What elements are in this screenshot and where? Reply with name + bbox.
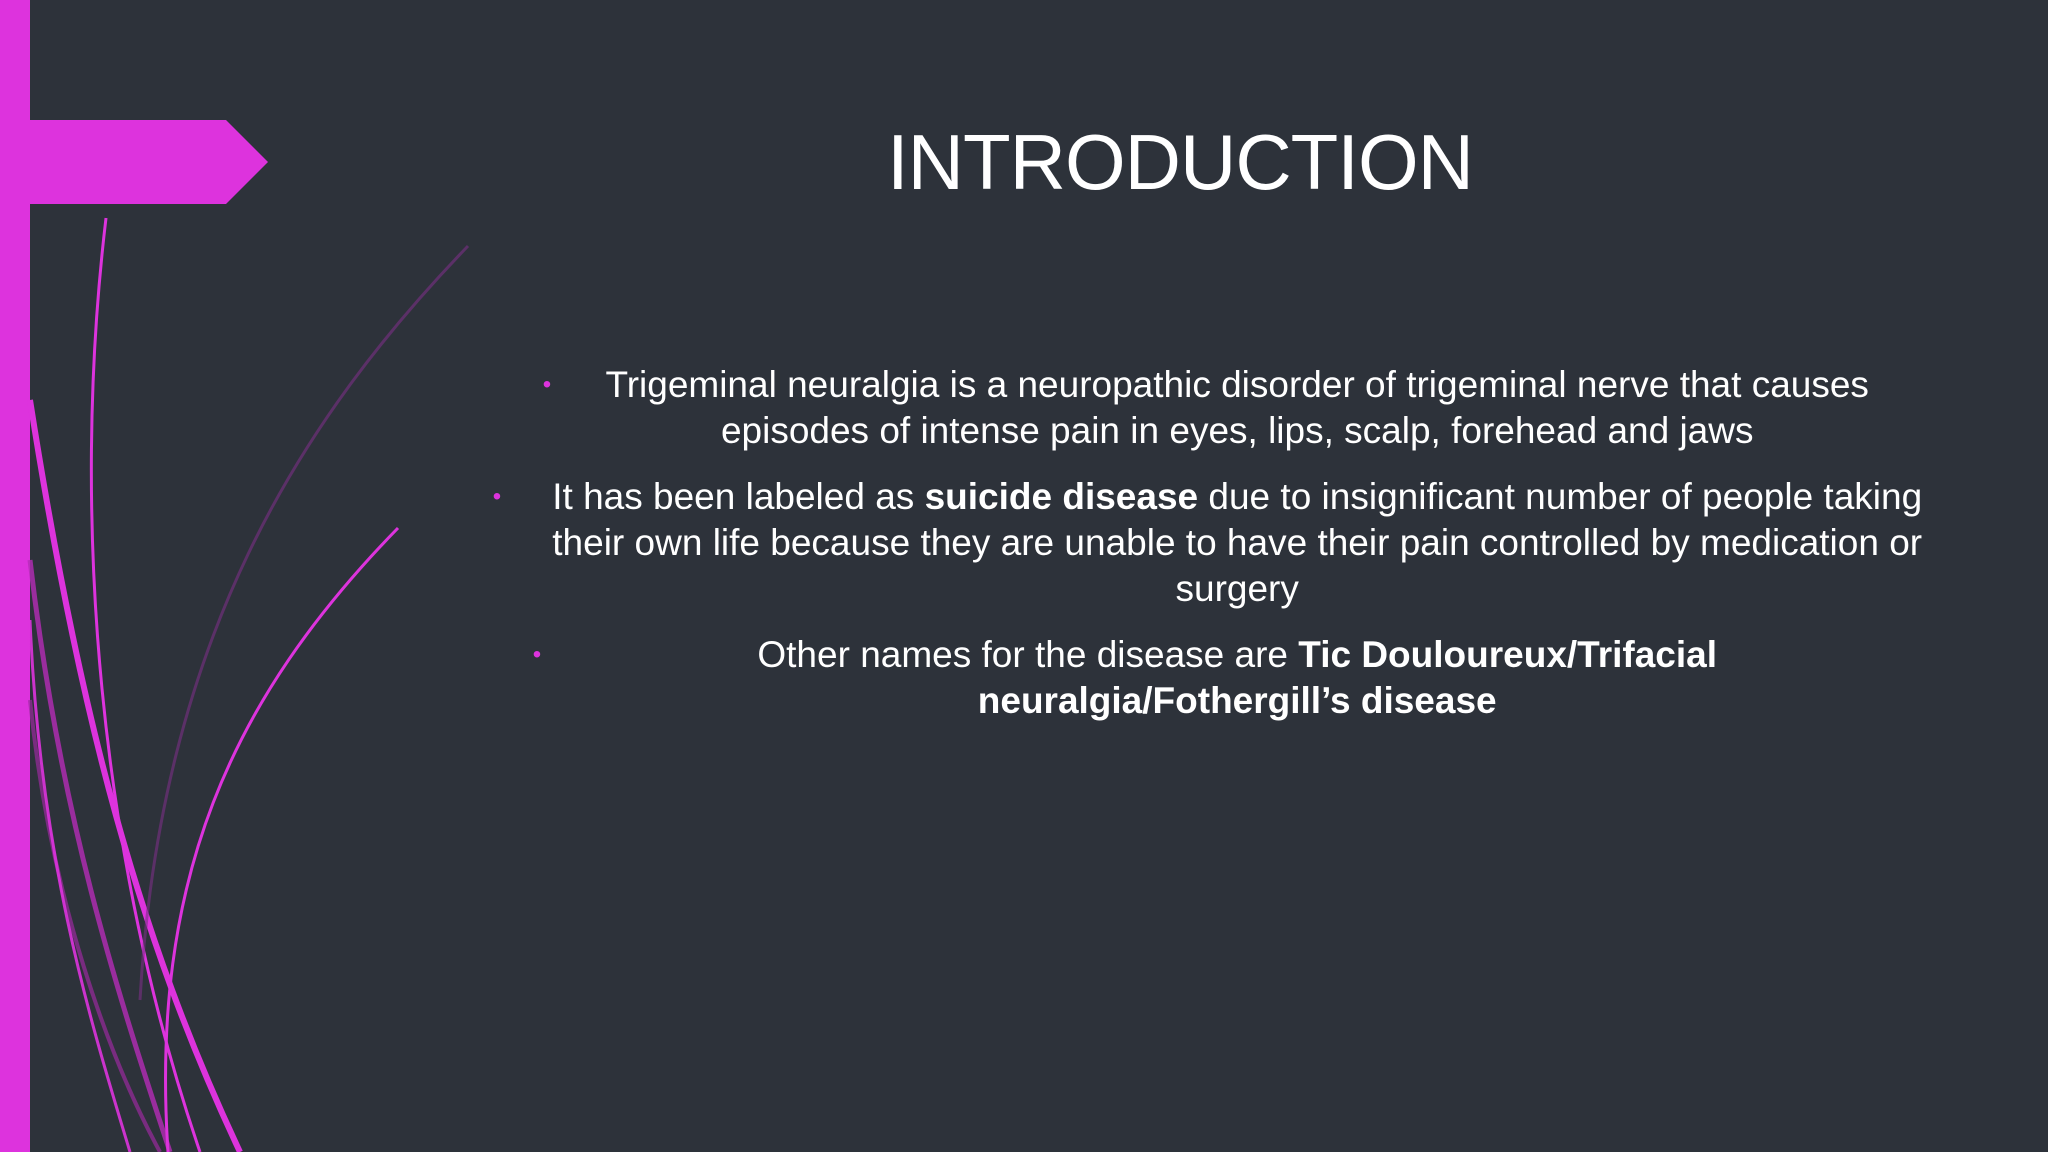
bullet-dot-icon: • xyxy=(542,371,552,398)
bullet-text-part: Other names for the disease are xyxy=(757,634,1299,675)
bullet-dot-icon: • xyxy=(532,641,542,668)
bullet-bold-text: Tic Douloureux/Trifacial neuralgia/Fothergill’s disease xyxy=(977,634,1718,721)
bullet-item xyxy=(440,362,1990,454)
bullet-text xyxy=(537,474,1937,612)
left-accent-bar xyxy=(0,0,30,1152)
bullet-item xyxy=(440,474,1990,612)
bullet-list xyxy=(440,362,1990,744)
bullet-text-part: Trigeminal neuralgia is a neuropathic disorder of trigeminal nerve that causes episodes of intense pain in eyes, lips, scalp, forehead and jaws xyxy=(605,364,1869,451)
bullet-text xyxy=(577,632,1897,724)
bullet-text-part: It has been labeled as xyxy=(552,476,925,517)
decor-curve-4 xyxy=(30,700,160,1152)
decor-curve-3 xyxy=(30,560,170,1152)
decor-curve-1 xyxy=(91,218,200,1152)
decor-curve-7 xyxy=(30,620,130,1152)
bullet-text xyxy=(587,362,1887,454)
bullet-text-part: due to insignificant number of people taking their own life because they are unable to have their pain controlled by medication or surgery xyxy=(552,476,1923,609)
bullet-dot-icon: • xyxy=(492,483,502,510)
bullet-item xyxy=(440,632,1990,724)
decor-curve-6 xyxy=(140,246,468,1000)
slide-title: INTRODUCTION xyxy=(887,118,1473,206)
arrow-tab-shape xyxy=(30,120,268,204)
bullet-bold-text: suicide disease xyxy=(924,476,1199,517)
